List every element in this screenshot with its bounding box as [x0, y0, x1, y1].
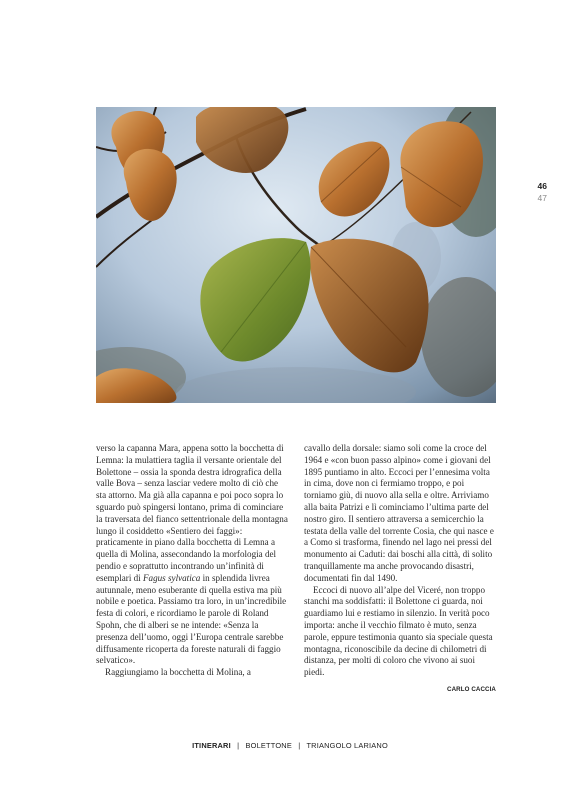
footer-section: ITINERARI	[192, 741, 231, 750]
footer-item: BOLETTONE	[245, 741, 292, 750]
page-number-next: 47	[537, 193, 547, 203]
article-text-italic: Fagus sylvatica	[142, 572, 201, 583]
article-column-left	[96, 443, 288, 679]
article-paragraph: Raggiungiamo la bocchetta di Molina, a	[105, 667, 251, 678]
footer-separator: |	[298, 741, 301, 750]
article-photo	[96, 107, 496, 403]
page-number-current: 46	[537, 181, 547, 191]
article-paragraph: Eccoci di nuovo all’alpe del Viceré, non troppo stanchi ma soddisfatti: il Bolettone ci guarda, noi guardiamo lui e restiamo in silenzio. In verità poco importa: anche il vecchio filmato è muto, senza parole, eppure testimonia quanto sia speciale questa montagna, riconoscibile da decine di chilometri di distanza, per molti di coloro che vivono ai suoi piedi.	[304, 584, 493, 678]
author-signature: CARLO CACCIA	[447, 685, 496, 693]
article-text: verso la capanna Mara, appena sotto la bocchetta di Lemna: la mulattiera taglia il versante orientale del Bolettone – ossia la sponda destra idrografica della valle Bova – senza lasciar vedere molto di ciò che sta attorno. Ma già alla capanna e poi poco sopra lo sguardo può spingersi lontano, prima di cominciare la traversata del fianco settentrionale della montagna lungo il cosiddetto «Sentiero dei faggi»: praticamente in piano dalla bocchetta di Lemna a quella di Molina, assecondando la morfologia del pendio e soprattutto incontrando un’infinità di esemplari di	[96, 443, 288, 583]
footer-separator: |	[237, 741, 240, 750]
running-footer	[0, 741, 580, 750]
article-paragraph: cavallo della dorsale: siamo soli come la croce del 1964 e «con buon passo alpino» come i giovani del 1895 puntiamo in alto. Eccoci per l’ennesima volta in cima, dove non ci fermiamo troppo, e poi torniamo giù, di nuovo alla sella e oltre. Arriviamo alla baita Patrizi e lì cominciamo l’ultima parte del nostro giro. Il sentiero attraversa a semicerchio la testata della valle del torrente Cosia, che qui nasce e a Como si trasforma, finendo nel lago nei pressi del monumento ai Caduti: dai boschi alla città, di solito tranquillamente ma anche provocando disastri, documentati fin dal 1490.	[304, 443, 494, 583]
footer-item: TRIANGOLO LARIANO	[306, 741, 388, 750]
article-text: in splendida livrea autunnale, meno esuberante di quella estiva ma più nobile e poetica. Passiamo tra loro, in un’incredibile festa di colori, e ricordiamo le parole di Roland Spohn, che di alberi se ne intende: «Senza la presenza dell’uomo, oggi l’Europa centrale sarebbe diffusamente ricoperta da foreste naturali di faggio selvatico».	[96, 572, 287, 666]
article-column-right	[304, 443, 496, 696]
article-paragraph	[96, 443, 288, 667]
beech-leaves-photo-icon	[96, 107, 496, 403]
